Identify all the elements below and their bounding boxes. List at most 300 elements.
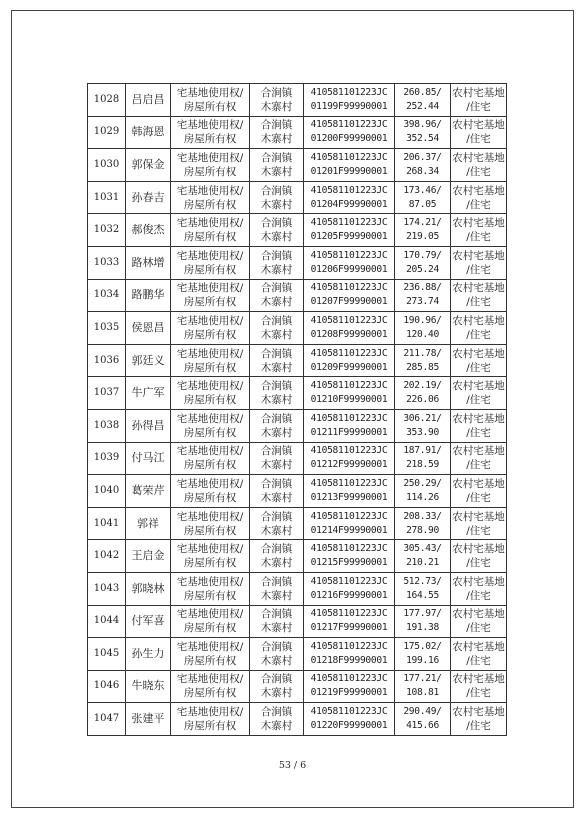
right-type-cell bbox=[171, 442, 250, 475]
location-line: 合涧镇 bbox=[260, 510, 293, 523]
right-type-cell bbox=[171, 84, 250, 117]
location-cell bbox=[250, 116, 304, 149]
unit-code-line: 01204F99990001 bbox=[310, 198, 388, 210]
usage-line: /住宅 bbox=[466, 328, 491, 341]
unit-code-line: 410581101223JC bbox=[310, 86, 388, 98]
usage-cell bbox=[451, 214, 507, 247]
area-cell bbox=[395, 214, 451, 247]
location-line: 合涧镇 bbox=[260, 706, 293, 719]
area-line: 175.02/ bbox=[403, 640, 442, 652]
table-row bbox=[88, 475, 507, 508]
usage-cell bbox=[451, 475, 507, 508]
area-cell bbox=[395, 442, 451, 475]
table-row bbox=[88, 116, 507, 149]
unit-code-cell bbox=[304, 246, 395, 279]
right-type-cell bbox=[171, 312, 250, 345]
unit-code-cell bbox=[304, 703, 395, 736]
usage-cell bbox=[451, 279, 507, 312]
right-type-cell bbox=[171, 638, 250, 671]
unit-code-line: 410581101223JC bbox=[310, 347, 388, 359]
location-line: 合涧镇 bbox=[260, 119, 293, 132]
location-line: 木寨村 bbox=[260, 459, 293, 472]
unit-code-line: 410581101223JC bbox=[310, 412, 388, 424]
unit-code-line: 01217F99990001 bbox=[310, 622, 388, 634]
unit-code-line: 410581101223JC bbox=[310, 673, 388, 685]
owner-name-cell: 路林增 bbox=[126, 246, 171, 279]
area-line: 278.90 bbox=[406, 524, 439, 536]
right-type-line: 房屋所有权 bbox=[183, 622, 237, 635]
location-line: 合涧镇 bbox=[260, 249, 293, 262]
owner-name-cell: 张建平 bbox=[126, 703, 171, 736]
location-line: 木寨村 bbox=[260, 198, 293, 211]
table-row bbox=[88, 540, 507, 573]
location-line: 合涧镇 bbox=[260, 217, 293, 230]
usage-line: 农村宅基地 bbox=[452, 477, 505, 490]
usage-line: 农村宅基地 bbox=[452, 184, 505, 197]
table-row bbox=[88, 344, 507, 377]
location-line: 木寨村 bbox=[260, 328, 293, 341]
usage-line: 农村宅基地 bbox=[452, 314, 505, 327]
usage-line: /住宅 bbox=[466, 589, 491, 602]
unit-code-cell bbox=[304, 507, 395, 540]
right-type-line: 房屋所有权 bbox=[183, 654, 237, 667]
location-line: 木寨村 bbox=[260, 557, 293, 570]
table-row bbox=[88, 572, 507, 605]
area-cell bbox=[395, 703, 451, 736]
area-cell bbox=[395, 84, 451, 117]
usage-cell bbox=[451, 84, 507, 117]
table-row bbox=[88, 149, 507, 182]
unit-code-line: 01220F99990001 bbox=[310, 720, 388, 732]
right-type-line: 宅基地使用权/ bbox=[176, 314, 244, 327]
unit-code-cell bbox=[304, 344, 395, 377]
owner-name-cell: 付马江 bbox=[126, 442, 171, 475]
location-line: 合涧镇 bbox=[260, 608, 293, 621]
unit-code-cell bbox=[304, 475, 395, 508]
record-number-cell: 1042 bbox=[88, 540, 126, 573]
unit-code-line: 410581101223JC bbox=[310, 184, 388, 196]
location-cell bbox=[250, 246, 304, 279]
unit-code-line: 410581101223JC bbox=[310, 640, 388, 652]
unit-code-line: 01212F99990001 bbox=[310, 459, 388, 471]
area-line: 352.54 bbox=[406, 133, 439, 145]
unit-code-line: 01201F99990001 bbox=[310, 165, 388, 177]
area-cell bbox=[395, 279, 451, 312]
record-number-cell: 1047 bbox=[88, 703, 126, 736]
table-row bbox=[88, 703, 507, 736]
right-type-cell bbox=[171, 703, 250, 736]
unit-code-cell bbox=[304, 149, 395, 182]
usage-line: /住宅 bbox=[466, 394, 491, 407]
owner-name-cell: 郭保金 bbox=[126, 149, 171, 182]
usage-line: /住宅 bbox=[466, 557, 491, 570]
unit-code-line: 01219F99990001 bbox=[310, 687, 388, 699]
record-number-cell: 1032 bbox=[88, 214, 126, 247]
unit-code-cell bbox=[304, 181, 395, 214]
table-row bbox=[88, 442, 507, 475]
location-line: 合涧镇 bbox=[260, 347, 293, 360]
right-type-line: 宅基地使用权/ bbox=[176, 380, 244, 393]
unit-code-cell bbox=[304, 605, 395, 638]
right-type-line: 房屋所有权 bbox=[183, 459, 237, 472]
area-cell bbox=[395, 638, 451, 671]
record-number-cell: 1039 bbox=[88, 442, 126, 475]
area-line: 174.21/ bbox=[403, 217, 442, 229]
usage-line: /住宅 bbox=[466, 198, 491, 211]
owner-name-cell: 孙生力 bbox=[126, 638, 171, 671]
unit-code-cell bbox=[304, 638, 395, 671]
unit-code-line: 410581101223JC bbox=[310, 119, 388, 131]
location-line: 木寨村 bbox=[260, 622, 293, 635]
unit-code-cell bbox=[304, 670, 395, 703]
area-cell bbox=[395, 409, 451, 442]
unit-code-cell bbox=[304, 214, 395, 247]
location-line: 合涧镇 bbox=[260, 314, 293, 327]
record-number-cell: 1035 bbox=[88, 312, 126, 345]
usage-line: /住宅 bbox=[466, 720, 491, 733]
usage-cell bbox=[451, 377, 507, 410]
unit-code-line: 01218F99990001 bbox=[310, 654, 388, 666]
usage-line: 农村宅基地 bbox=[452, 86, 505, 99]
area-cell bbox=[395, 149, 451, 182]
location-cell bbox=[250, 181, 304, 214]
owner-name-cell: 郭廷义 bbox=[126, 344, 171, 377]
right-type-line: 宅基地使用权/ bbox=[176, 445, 244, 458]
unit-code-line: 01208F99990001 bbox=[310, 328, 388, 340]
right-type-line: 房屋所有权 bbox=[183, 296, 237, 309]
right-type-line: 房屋所有权 bbox=[183, 687, 237, 700]
usage-line: 农村宅基地 bbox=[452, 640, 505, 653]
usage-line: 农村宅基地 bbox=[452, 249, 505, 262]
area-line: 108.81 bbox=[406, 687, 439, 699]
usage-line: 农村宅基地 bbox=[452, 608, 505, 621]
right-type-line: 宅基地使用权/ bbox=[176, 217, 244, 230]
unit-code-cell bbox=[304, 572, 395, 605]
area-line: 210.21 bbox=[406, 557, 439, 569]
location-line: 合涧镇 bbox=[260, 673, 293, 686]
owner-name-cell: 付军喜 bbox=[126, 605, 171, 638]
right-type-line: 房屋所有权 bbox=[183, 720, 237, 733]
location-line: 木寨村 bbox=[260, 100, 293, 113]
right-type-cell bbox=[171, 149, 250, 182]
usage-line: /住宅 bbox=[466, 133, 491, 146]
location-line: 合涧镇 bbox=[260, 445, 293, 458]
area-line: 202.19/ bbox=[403, 380, 442, 392]
area-line: 120.40 bbox=[406, 328, 439, 340]
right-type-line: 宅基地使用权/ bbox=[176, 119, 244, 132]
record-number-cell: 1028 bbox=[88, 84, 126, 117]
area-line: 398.96/ bbox=[403, 119, 442, 131]
area-cell bbox=[395, 344, 451, 377]
location-line: 木寨村 bbox=[260, 654, 293, 667]
right-type-line: 房屋所有权 bbox=[183, 524, 237, 537]
table-row bbox=[88, 670, 507, 703]
usage-cell bbox=[451, 670, 507, 703]
area-line: 177.21/ bbox=[403, 673, 442, 685]
location-cell bbox=[250, 638, 304, 671]
usage-line: /住宅 bbox=[466, 426, 491, 439]
area-line: 177.97/ bbox=[403, 608, 442, 620]
area-cell bbox=[395, 605, 451, 638]
right-type-line: 房屋所有权 bbox=[183, 231, 237, 244]
usage-line: 农村宅基地 bbox=[452, 347, 505, 360]
unit-code-cell bbox=[304, 442, 395, 475]
table-row bbox=[88, 409, 507, 442]
right-type-cell bbox=[171, 475, 250, 508]
area-line: 219.05 bbox=[406, 231, 439, 243]
location-line: 木寨村 bbox=[260, 687, 293, 700]
location-line: 木寨村 bbox=[260, 165, 293, 178]
table-row bbox=[88, 312, 507, 345]
table-row bbox=[88, 84, 507, 117]
location-cell bbox=[250, 475, 304, 508]
usage-line: /住宅 bbox=[466, 165, 491, 178]
location-cell bbox=[250, 149, 304, 182]
location-cell bbox=[250, 605, 304, 638]
location-cell bbox=[250, 442, 304, 475]
location-line: 合涧镇 bbox=[260, 151, 293, 164]
location-line: 合涧镇 bbox=[260, 640, 293, 653]
area-line: 415.66 bbox=[406, 720, 439, 732]
location-line: 木寨村 bbox=[260, 720, 293, 733]
right-type-line: 宅基地使用权/ bbox=[176, 184, 244, 197]
area-line: 512.73/ bbox=[403, 575, 442, 587]
location-cell bbox=[250, 344, 304, 377]
right-type-line: 房屋所有权 bbox=[183, 557, 237, 570]
unit-code-line: 01213F99990001 bbox=[310, 491, 388, 503]
area-line: 211.78/ bbox=[403, 347, 442, 359]
record-number-cell: 1046 bbox=[88, 670, 126, 703]
usage-line: /住宅 bbox=[466, 100, 491, 113]
location-line: 木寨村 bbox=[260, 133, 293, 146]
location-line: 合涧镇 bbox=[260, 380, 293, 393]
right-type-line: 房屋所有权 bbox=[183, 328, 237, 341]
location-line: 合涧镇 bbox=[260, 184, 293, 197]
area-cell bbox=[395, 540, 451, 573]
unit-code-line: 01214F99990001 bbox=[310, 524, 388, 536]
right-type-line: 房屋所有权 bbox=[183, 361, 237, 374]
unit-code-cell bbox=[304, 409, 395, 442]
right-type-cell bbox=[171, 344, 250, 377]
record-number-cell: 1029 bbox=[88, 116, 126, 149]
usage-line: 农村宅基地 bbox=[452, 380, 505, 393]
area-line: 190.96/ bbox=[403, 314, 442, 326]
unit-code-line: 01215F99990001 bbox=[310, 557, 388, 569]
usage-line: /住宅 bbox=[466, 231, 491, 244]
location-line: 合涧镇 bbox=[260, 575, 293, 588]
area-cell bbox=[395, 377, 451, 410]
right-type-line: 宅基地使用权/ bbox=[176, 151, 244, 164]
area-line: 305.43/ bbox=[403, 543, 442, 555]
unit-code-line: 410581101223JC bbox=[310, 543, 388, 555]
usage-cell bbox=[451, 116, 507, 149]
location-line: 木寨村 bbox=[260, 231, 293, 244]
usage-line: 农村宅基地 bbox=[452, 282, 505, 295]
area-cell bbox=[395, 116, 451, 149]
area-line: 191.38 bbox=[406, 622, 439, 634]
record-number-cell: 1038 bbox=[88, 409, 126, 442]
usage-line: 农村宅基地 bbox=[452, 575, 505, 588]
unit-code-line: 01206F99990001 bbox=[310, 263, 388, 275]
table-row bbox=[88, 279, 507, 312]
right-type-cell bbox=[171, 214, 250, 247]
usage-line: 农村宅基地 bbox=[452, 151, 505, 164]
usage-line: /住宅 bbox=[466, 491, 491, 504]
owner-name-cell: 郭祥 bbox=[126, 507, 171, 540]
location-line: 木寨村 bbox=[260, 524, 293, 537]
right-type-line: 房屋所有权 bbox=[183, 263, 237, 276]
unit-code-cell bbox=[304, 279, 395, 312]
location-line: 合涧镇 bbox=[260, 477, 293, 490]
right-type-line: 宅基地使用权/ bbox=[176, 543, 244, 556]
owner-name-cell: 孙得昌 bbox=[126, 409, 171, 442]
right-type-line: 房屋所有权 bbox=[183, 133, 237, 146]
unit-code-line: 01211F99990001 bbox=[310, 426, 388, 438]
right-type-line: 宅基地使用权/ bbox=[176, 347, 244, 360]
unit-code-line: 01205F99990001 bbox=[310, 231, 388, 243]
right-type-line: 房屋所有权 bbox=[183, 165, 237, 178]
table-row bbox=[88, 605, 507, 638]
unit-code-line: 410581101223JC bbox=[310, 608, 388, 620]
area-line: 353.90 bbox=[406, 426, 439, 438]
usage-line: /住宅 bbox=[466, 263, 491, 276]
area-cell bbox=[395, 246, 451, 279]
right-type-line: 宅基地使用权/ bbox=[176, 249, 244, 262]
unit-code-cell bbox=[304, 540, 395, 573]
area-cell bbox=[395, 475, 451, 508]
right-type-line: 宅基地使用权/ bbox=[176, 510, 244, 523]
usage-line: /住宅 bbox=[466, 459, 491, 472]
usage-line: /住宅 bbox=[466, 687, 491, 700]
area-line: 173.46/ bbox=[403, 184, 442, 196]
area-cell bbox=[395, 572, 451, 605]
right-type-cell bbox=[171, 670, 250, 703]
location-cell bbox=[250, 214, 304, 247]
table-row bbox=[88, 214, 507, 247]
location-line: 木寨村 bbox=[260, 361, 293, 374]
usage-cell bbox=[451, 312, 507, 345]
usage-cell bbox=[451, 344, 507, 377]
right-type-cell bbox=[171, 116, 250, 149]
location-line: 木寨村 bbox=[260, 394, 293, 407]
right-type-line: 房屋所有权 bbox=[183, 198, 237, 211]
location-cell bbox=[250, 409, 304, 442]
right-type-cell bbox=[171, 409, 250, 442]
owner-name-cell: 路鹏华 bbox=[126, 279, 171, 312]
area-line: 273.74 bbox=[406, 296, 439, 308]
area-line: 252.44 bbox=[406, 100, 439, 112]
record-number-cell: 1044 bbox=[88, 605, 126, 638]
owner-name-cell: 王启金 bbox=[126, 540, 171, 573]
right-type-line: 宅基地使用权/ bbox=[176, 706, 244, 719]
usage-line: 农村宅基地 bbox=[452, 412, 505, 425]
area-line: 290.49/ bbox=[403, 706, 442, 718]
right-type-line: 宅基地使用权/ bbox=[176, 477, 244, 490]
page-number: 53 / 6 bbox=[278, 760, 307, 771]
right-type-line: 房屋所有权 bbox=[183, 491, 237, 504]
table-row bbox=[88, 507, 507, 540]
table-row bbox=[88, 377, 507, 410]
record-number-cell: 1040 bbox=[88, 475, 126, 508]
right-type-line: 宅基地使用权/ bbox=[176, 86, 244, 99]
unit-code-cell bbox=[304, 377, 395, 410]
unit-code-line: 410581101223JC bbox=[310, 575, 388, 587]
unit-code-line: 01210F99990001 bbox=[310, 394, 388, 406]
owner-name-cell: 吕启昌 bbox=[126, 84, 171, 117]
location-cell bbox=[250, 279, 304, 312]
usage-line: /住宅 bbox=[466, 622, 491, 635]
right-type-line: 宅基地使用权/ bbox=[176, 575, 244, 588]
unit-code-line: 410581101223JC bbox=[310, 249, 388, 261]
record-number-cell: 1043 bbox=[88, 572, 126, 605]
table-row bbox=[88, 181, 507, 214]
usage-line: /住宅 bbox=[466, 524, 491, 537]
owner-name-cell: 牛广军 bbox=[126, 377, 171, 410]
unit-code-line: 410581101223JC bbox=[310, 380, 388, 392]
right-type-cell bbox=[171, 572, 250, 605]
area-line: 236.88/ bbox=[403, 282, 442, 294]
area-cell bbox=[395, 507, 451, 540]
record-number-cell: 1041 bbox=[88, 507, 126, 540]
unit-code-line: 01200F99990001 bbox=[310, 133, 388, 145]
owner-name-cell: 郭晓林 bbox=[126, 572, 171, 605]
location-line: 木寨村 bbox=[260, 263, 293, 276]
location-cell bbox=[250, 84, 304, 117]
area-cell bbox=[395, 670, 451, 703]
area-line: 205.24 bbox=[406, 263, 439, 275]
location-line: 木寨村 bbox=[260, 426, 293, 439]
area-line: 285.85 bbox=[406, 361, 439, 373]
usage-cell bbox=[451, 149, 507, 182]
unit-code-cell bbox=[304, 312, 395, 345]
right-type-cell bbox=[171, 507, 250, 540]
right-type-cell bbox=[171, 377, 250, 410]
area-line: 206.37/ bbox=[403, 151, 442, 163]
location-cell bbox=[250, 703, 304, 736]
location-line: 合涧镇 bbox=[260, 412, 293, 425]
usage-cell bbox=[451, 442, 507, 475]
unit-code-line: 01209F99990001 bbox=[310, 361, 388, 373]
area-line: 306.21/ bbox=[403, 412, 442, 424]
usage-cell bbox=[451, 246, 507, 279]
location-line: 合涧镇 bbox=[260, 543, 293, 556]
usage-line: 农村宅基地 bbox=[452, 217, 505, 230]
right-type-line: 宅基地使用权/ bbox=[176, 673, 244, 686]
area-line: 187.91/ bbox=[403, 445, 442, 457]
usage-line: 农村宅基地 bbox=[452, 119, 505, 132]
right-type-line: 宅基地使用权/ bbox=[176, 640, 244, 653]
usage-cell bbox=[451, 572, 507, 605]
record-number-cell: 1037 bbox=[88, 377, 126, 410]
record-number-cell: 1033 bbox=[88, 246, 126, 279]
usage-line: /住宅 bbox=[466, 361, 491, 374]
unit-code-line: 410581101223JC bbox=[310, 314, 388, 326]
registry-table-body bbox=[88, 84, 507, 736]
owner-name-cell: 郝俊杰 bbox=[126, 214, 171, 247]
area-line: 260.85/ bbox=[403, 86, 442, 98]
location-cell bbox=[250, 670, 304, 703]
area-cell bbox=[395, 312, 451, 345]
right-type-cell bbox=[171, 181, 250, 214]
unit-code-cell bbox=[304, 116, 395, 149]
area-line: 268.34 bbox=[406, 165, 439, 177]
unit-code-line: 410581101223JC bbox=[310, 477, 388, 489]
location-line: 木寨村 bbox=[260, 589, 293, 602]
area-line: 250.29/ bbox=[403, 477, 442, 489]
right-type-line: 房屋所有权 bbox=[183, 426, 237, 439]
table-row bbox=[88, 638, 507, 671]
area-line: 199.16 bbox=[406, 654, 439, 666]
